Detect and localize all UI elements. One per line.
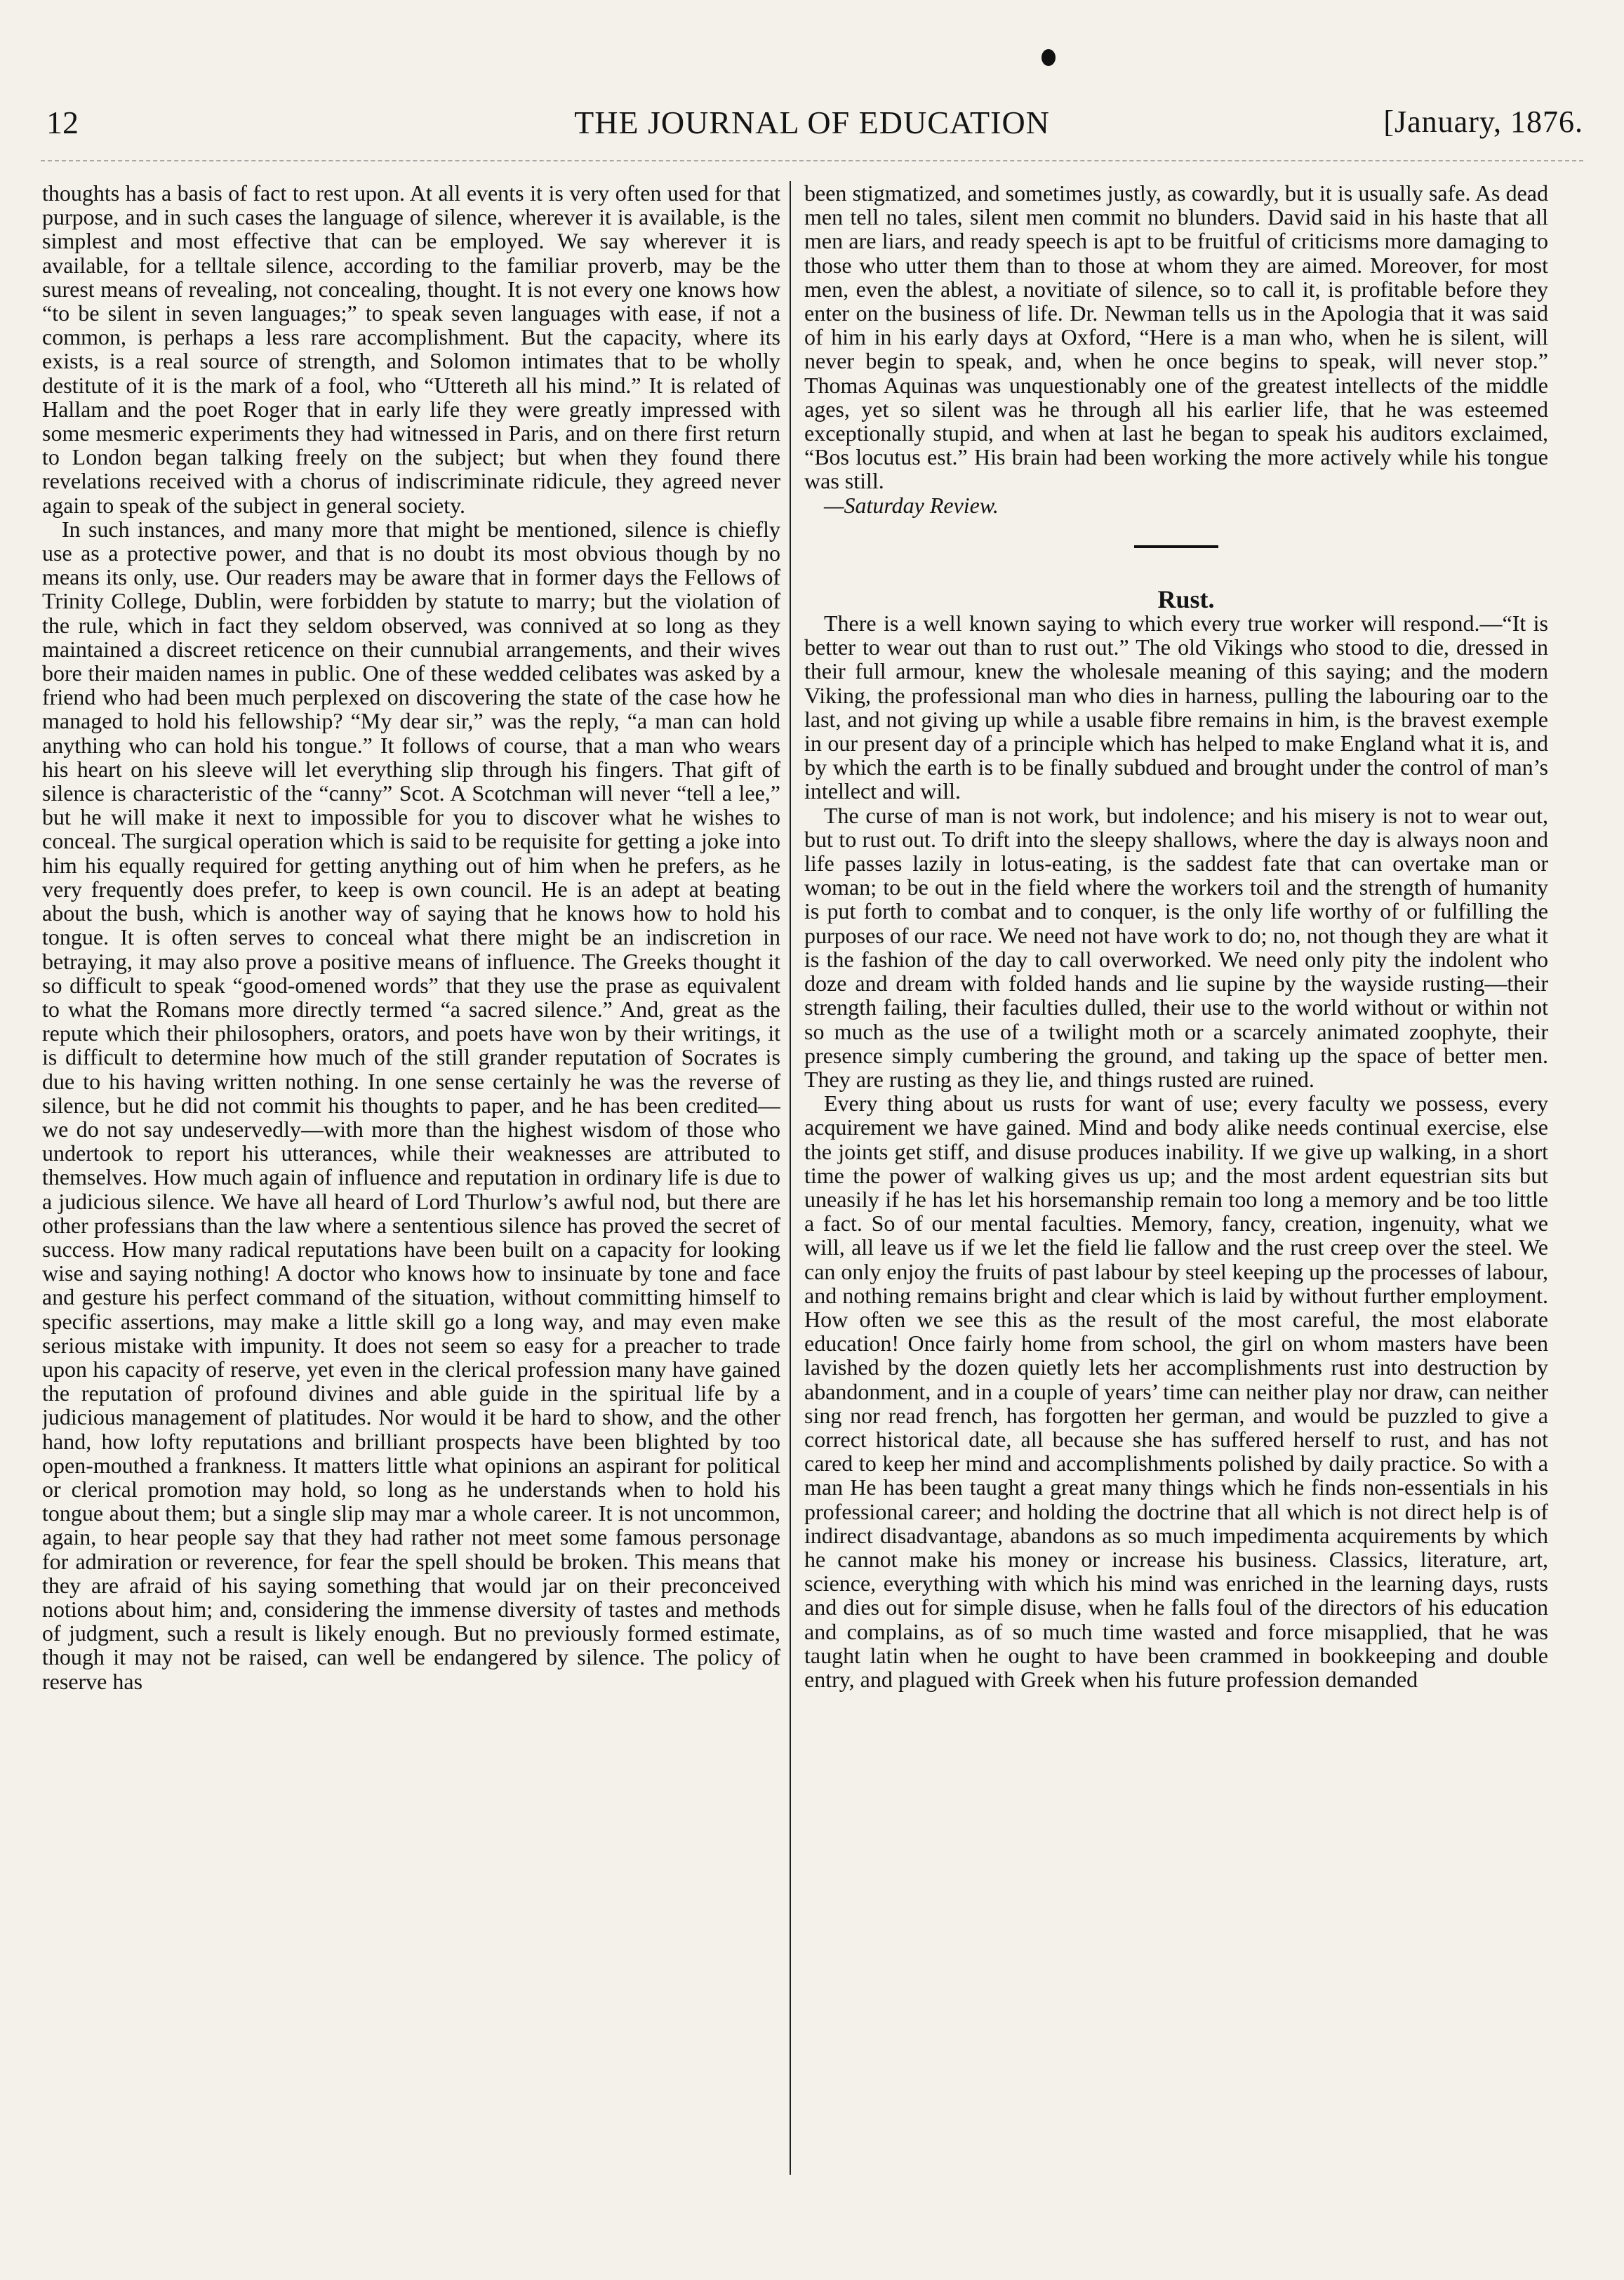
article-title: Rust.	[1157, 585, 1215, 613]
paragraph: There is a well known saying to which every true worker will respond.—“It is better to wear out than to rust out.” The old Vikings who stood to die, dressed in their full armour, knew the wholesale meaning of this saying; and the modern Viking, the professional man who dies in harness, pulling the labouring oar to the last, and not giving up while a usable fibre remains in him, is the bravest exemple in our present day of a principle which has helped to make England what it is, and by which the earth is to be finally subdued and brought under the control of man’s intellect and will.	[804, 611, 1548, 804]
paragraph: thoughts has a basis of fact to rest upon. At all events it is very often used for that purpose, and in such cases the language of silence, wherever it is available, is the simplest and most effective that can be employed. We say wherever it is available, for a telltale silence, according to the familiar proverb, may be the surest means of revealing, not concealing, thought. It is not every one knows how “to be silent in seven languages;” to speak seven languages with ease, if not a common, is perhaps a less rare accomplishment. But the capacity, where its exists, is a real source of strength, and Solomon intimates that to be wholly destitute of it is the mark of a fool, who “Uttereth all his mind.” It is related of Hallam and the poet Roger that in early life they were greatly impressed with some mesmeric experiments they had witnessed in Paris, and on there first return to London began talking freely on the subject; but when they found there revelations received with a chorus of indiscriminate ridicule, they agreed never again to speak of the subject in general society.	[42, 181, 780, 518]
column-divider	[790, 181, 791, 2175]
issue-date: [January, 1876.	[1383, 105, 1583, 139]
paragraph: been stigmatized, and sometimes justly, as cowardly, but it is usually safe. As dead men tell no tales, silent men commit no blunders. David said in his haste that all men are liars, and ready speech is apt to be fruitful of criticisms more damaging to those who utter them than to those at whom they are aimed. Moreover, for most men, even the ablest, a novitiate of silence, so to call it, is profitable before they enter on the business of life. Dr. Newman tells us in the Apologia that it was said of him in his early days at Oxford, “Here is a man who, when he is silent, will never begin to speak, and, when he once begins to speak, will never stop.” Thomas Aquinas was unquestionably one of the greatest intellects of the middle ages, yet so silent was he through all his earlier life, that he was esteemed exceptionally stupid, and when at last he began to speak his auditors exclaimed, “Bos locutus est.” His brain had been working the more actively while his tongue was still.	[804, 181, 1548, 494]
section-separator	[1134, 545, 1218, 548]
left-column	[42, 181, 780, 2189]
paragraph: In such instances, and many more that might be mentioned, silence is chiefly use as a protective power, and that is no doubt its most obvious though by no means its only, use. Our readers may be aware that in former days the Fellows of Trinity College, Dublin, were forbidden by statute to marry; but the violation of the rule, which in fact they seldom observed, was connived at so long as they maintained a discreet reticence on their cunnubial arrangements, and their wives bore their maiden names in public. One of these wedded celibates was asked by a friend who had been much perplexed on discovering the state of the case how he managed to hold his fellowship? “My dear sir,” was the reply, “a man can hold anything who can hold his tongue.” It follows of course, that a man who wears his heart on his sleeve will let everything slip through his fingers. That gift of silence is characteristic of the “canny” Scot. A Scotchman will never “tell a lee,” but he will make it next to impossible for you to discover what he wishes to conceal. The surgical operation which is said to be requisite for getting a joke into him his equally required for getting anything out of him when he prefers, as he very frequently does prefer, to keep is own council. He is an adept at beating about the bush, which is another way of saying that he knows how to hold his tongue. It is often serves to conceal what there might be an indiscretion in betraying, it may also prove a positive means of influence. The Greeks thought it so difficult to speak “good-omened words” that they use the prase as equivalent to what the Romans more directly termed “a sacred silence.” And, great as the repute which their philosophers, orators, and poets have won by their writings, it is difficult to determine how much of the still grander reputation of Socrates is due to his having written nothing. In one sense certainly he was the reverse of silence, but he did not commit his thoughts to paper, and he has been credited—we do not say undeservedly—with more than the highest wisdom of those who undertook to report his utterances, while their weaknesses are attributed to themselves. How much again of influence and reputation in ordinary life is due to a judicious silence. We have all heard of Lord Thurlow’s awful nod, but there are other professians than the law where a sententious silence has proved the secret of success. How many radical reputations have been built on a capacity for looking wise and saying nothing! A doctor who knows how to insinuate by tone and face and gesture his perfect command of the situation, without committing himself to specific assertions, may make a little skill go a long way, and may even make serious mistake with impunity. It does not seem so easy for a preacher to trade upon his capacity of reserve, yet even in the clerical profession many have gained the reputation of profound divines and able guide in the spiritual life by a judicious management of platitudes. Nor would it be hard to show, and the other hand, how lofty reputations and brilliant prospects have been blighted by too open-mouthed a frankness. It matters little what opinions an aspirant for political or clerical promotion may hold, so long as he understands when to hold his tongue about them; but a single slip may mar a whole career. It is not uncommon, again, to hear people say that they had rather not meet some famous personage for admiration or reverence, for fear the spell should be broken. This means that they are afraid of his saying something that would jar on their preconceived notions about him; and, considering the immense diversity of tastes and methods of judgment, such a result is likely enough. But no previously formed estimate, though it may not be raised, can well be endangered by silence. The policy of reserve has	[42, 516, 780, 1694]
page-header	[41, 104, 1583, 146]
paragraph: The curse of man is not work, but indolence; and his misery is not to wear out, but to rust out. To drift into the sleepy shallows, where the day is always noon and life passes lazily in lotus-eating, is the saddest fate that can overtake man or woman; to be out in the field where the workers toil and the strength of humanity is put forth to combat and to conquer, is the only life worthy of or fulfilling the purposes of our race. We need not have work to do; no, not though they are what it is the fashion of the day to call overworked. We need only pity the indolent who doze and dream with folded hands and lie supine by the wayside rusting—their strength failing, their faculties dulled, their use to the world without or within not so much as the use of a twilight moth or a scarcely animated zoophyte, their presence simply cumbering the ground, and taking up the space of better men. They are rusting as they lie, and things rusted are ruined.	[804, 802, 1548, 1092]
header-rule	[41, 160, 1583, 161]
ink-blot	[1041, 49, 1056, 66]
source-attribution: —Saturday Review.	[824, 492, 999, 518]
right-column	[804, 181, 1548, 2189]
paragraph: Every thing about us rusts for want of use; every faculty we possess, every acquirement we have gained. Mind and body alike needs continual exercise, else the joints get stiff, and disuse produces inability. If we give up walking, in a short time the power of walking gives us up; and the most ardent equestrian sits but uneasily if he has let his horsemanship remain too long a memory and be too little a fact. So of our mental faculties. Memory, fancy, creation, ingenuity, what we will, all leave us if we let the field lie fallow and the rust creep over the steel. We can only enjoy the fruits of past labour by steel keeping up the processes of labour, and nothing remains bright and clear which is laid by without further employment. How often we see this as the result of the most careful, the most elaborate education! Once fairly home from school, the girl on whom masters have been lavished by the dozen quietly lets her accomplishments rust into destruction by abandonment, and in a couple of years’ time can neither play nor draw, can neither sing nor read french, has forgotten her german, and would be puzzled to give a correct historical date, all because she has suffered herself to rust, and has not cared to keep her mind and accomplishments polished by daily practice. So with a man He has been taught a great many things which he finds non-essentials in his professional career; and holding the doctrine that all which is not direct help is of indirect disadvantage, abandons as so much impedimenta acquirements by which he cannot make his money or increase his business. Classics, literature, art, science, everything with which his mind was enriched in the learning days, rusts and dies out for simple disuse, when he falls foul of the directors of his education and complains, as of so much time wasted and force misapplied, that he was taught latin when he ought to have been crammed in bookkeeping and double entry, and plagued with Greek when his future profession demanded	[804, 1091, 1548, 1692]
page-number: 12	[46, 105, 79, 140]
journal-title: THE JOURNAL OF EDUCATION	[574, 105, 1050, 140]
